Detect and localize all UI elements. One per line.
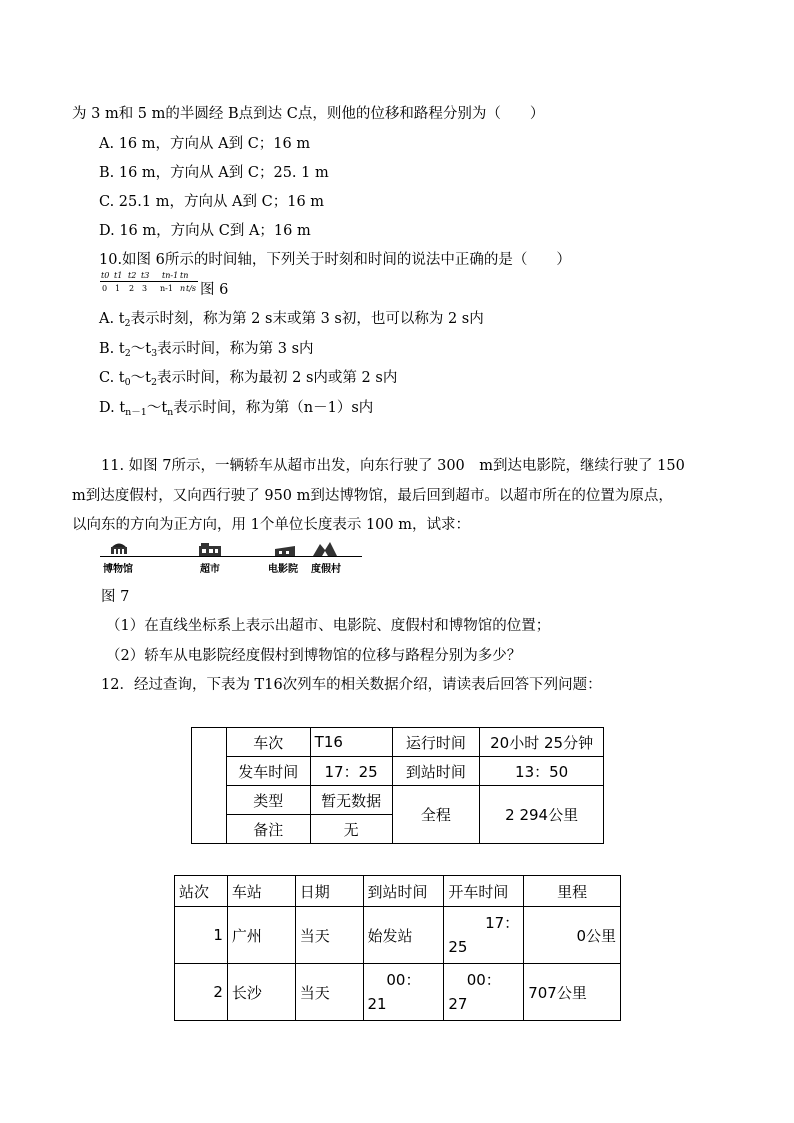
cell-depart: 17： 25 <box>444 907 524 964</box>
label-museum: 博物馆 <box>103 564 133 575</box>
label-depart-time: 发车时间 <box>226 757 310 786</box>
header-depart-time: 开车时间 <box>444 876 524 907</box>
resort-icon <box>312 540 338 556</box>
value-depart-time: 17：25 <box>310 757 392 786</box>
axis-tick-2: 2 <box>129 284 135 293</box>
cell-stop-no: 1 <box>175 907 228 964</box>
label-train-no: 车次 <box>226 728 310 757</box>
road-line <box>100 556 362 557</box>
cell-date: 当天 <box>295 907 363 964</box>
value-type: 暂无数据 <box>310 786 392 815</box>
axis-tick-0: 0 <box>102 284 108 293</box>
cell-arrive: 始发站 <box>363 907 444 964</box>
q9-option-d: D. 16 m，方向从 C到 A；16 m <box>99 223 311 239</box>
q10-option-c: C. $t_0\sim t_2$表示时间，称为最初 2 s内或第 2 s内 <box>99 370 398 388</box>
q10-option-b: B. $t_2\sim t_3$表示时间，称为第 3 s内 <box>99 341 314 359</box>
axis-label-t1: t1 <box>114 271 123 280</box>
q11-line-2: m到达度假村，又向西行驶了 950 m到达博物馆，最后回到超市。以超市所在的位置为原点， <box>72 488 673 504</box>
cell-arrive: 00： 21 <box>363 964 444 1021</box>
axis-tick-1: 1 <box>115 284 121 293</box>
museum-icon <box>108 540 130 556</box>
label-full-distance: 全程 <box>392 786 480 844</box>
q9-stem-tail: 为 3 m和 5 m的半圆经 B点到达 C点，则他的位移和路程分别为（ ） <box>72 106 545 122</box>
time-axis-figure <box>100 271 200 295</box>
station-schedule-table <box>174 875 621 1021</box>
header-mileage: 里程 <box>524 876 621 907</box>
cell-station: 长沙 <box>227 964 295 1021</box>
header-station: 车站 <box>227 876 295 907</box>
q11-subquestion-1: （1）在直线坐标系上表示出超市、电影院、度假村和博物馆的位置； <box>106 618 551 634</box>
label-remark: 备注 <box>226 815 310 844</box>
value-full-distance: 2 294公里 <box>480 786 604 844</box>
axis-label-tn: tn <box>180 271 189 280</box>
label-supermarket: 超市 <box>200 564 220 575</box>
value-train-no: T16 <box>310 728 392 757</box>
q11-figure-caption: 图 7 <box>101 589 130 605</box>
header-date: 日期 <box>295 876 363 907</box>
value-arrive-time: 13：50 <box>480 757 604 786</box>
q10-figure-caption: 图 6 <box>200 282 229 298</box>
q10-stem: 10.如图 6所示的时间轴，下列关于时刻和时间的说法中正确的是（ ） <box>99 252 571 268</box>
axis-label-t0: t0 <box>101 271 110 280</box>
cell-depart: 00： 27 <box>444 964 524 1021</box>
time-axis-line <box>100 281 198 282</box>
q10-option-d: D. $t_{n-1}\sim t_n$表示时间，称为第（n－1）s内 <box>99 400 374 418</box>
value-remark: 无 <box>310 815 392 844</box>
cell-mileage: 707公里 <box>524 964 621 1021</box>
q11-subquestion-2: （2）轿车从电影院经度假村到博物馆的位移与路程分别为多少？ <box>106 648 522 664</box>
axis-tick-n-1: n-1 <box>160 284 173 293</box>
axis-tick-3: 3 <box>142 284 148 293</box>
axis-tick-n: n <box>180 284 186 293</box>
cell-station: 广州 <box>227 907 295 964</box>
q12-stem: 12．经过查询，下表为 T16次列车的相关数据介绍，请读表后回答下列问题： <box>101 677 602 693</box>
supermarket-icon <box>198 543 222 556</box>
cell-stop-no: 2 <box>175 964 228 1021</box>
q10-option-a: A. $t_2$表示时刻，称为第 2 s末或第 3 s初，也可以称为 2 s内 <box>99 311 484 329</box>
header-stop-no: 站次 <box>175 876 228 907</box>
axis-label-t2: t2 <box>128 271 137 280</box>
table-row <box>175 964 621 1021</box>
road-figure <box>100 538 362 576</box>
label-type: 类型 <box>226 786 310 815</box>
train-summary-table <box>191 727 604 844</box>
cell-date: 当天 <box>295 964 363 1021</box>
label-resort: 度假村 <box>311 564 341 575</box>
label-cinema: 电影院 <box>268 564 298 575</box>
cinema-icon <box>274 544 296 556</box>
table-row <box>175 907 621 964</box>
q9-option-b: B. 16 m，方向从 A到 C；25. 1 m <box>99 165 329 181</box>
label-run-time: 运行时间 <box>392 728 480 757</box>
axis-unit-label: t/s <box>186 284 197 293</box>
q11-line-3: 以向东的方向为正方向，用 1个单位长度表示 100 m，试求： <box>72 517 470 533</box>
value-run-time: 20小时 25分钟 <box>480 728 604 757</box>
header-arrive-time: 到站时间 <box>363 876 444 907</box>
q11-line-1: 11. 如图 7所示，一辆轿车从超市出发，向东行驶了 300 m到达电影院，继续行驶了 150 <box>101 458 685 474</box>
cell-mileage: 0公里 <box>524 907 621 964</box>
label-arrive-time: 到站时间 <box>392 757 480 786</box>
axis-label-t3: t3 <box>141 271 150 280</box>
blank-side-cell <box>192 728 227 844</box>
q9-option-c: C. 25.1 m，方向从 A到 C；16 m <box>99 194 325 210</box>
q9-option-a: A. 16 m，方向从 A到 C；16 m <box>99 136 311 152</box>
axis-label-tn-1: tn-1 <box>162 271 179 280</box>
